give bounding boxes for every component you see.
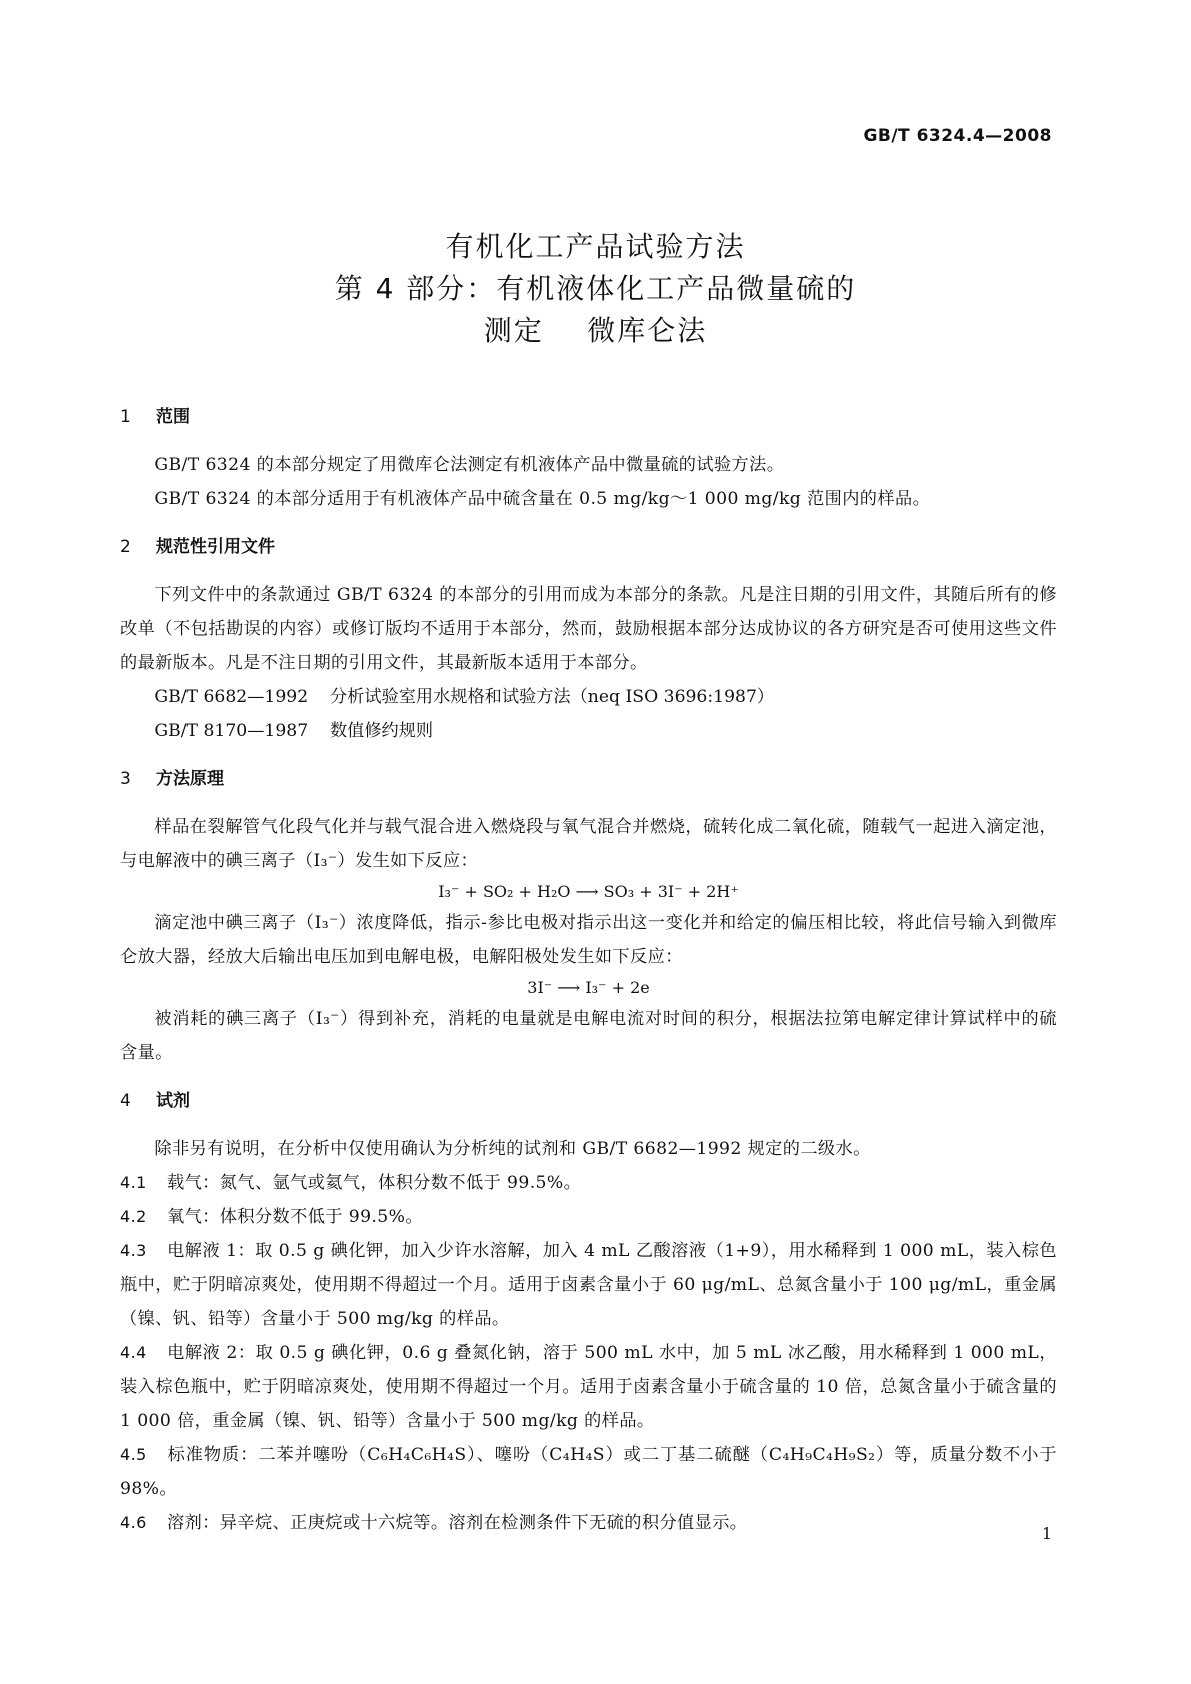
item-text: 电解液 2：取 0.5 g 碘化钾，0.6 g 叠氮化钠，溶于 500 mL 水中，加 5 mL 冰乙酸，用水稀释到 1 000 mL，装入棕色瓶中，贮于阴暗凉爽处，使用期不得超过一个月。适用于卤素含量小于硫含量的 10 倍，总氮含量小于硫含量的 1 000 倍，重金属（镍、钒、铅等）含量小于 500 mg/kg 的样品。 — [120, 1343, 1057, 1431]
normative-reference: GB/T 6682—1992 分析试验室用水规格和试验方法（neq ISO 3696:1987） — [154, 687, 775, 707]
item-number: 4.6 — [120, 1513, 147, 1532]
title-line-3: 测定 微库仑法 — [483, 314, 708, 347]
page-number: 1 — [1041, 1524, 1052, 1543]
reagent-item — [120, 1200, 1057, 1234]
section-1-heading — [120, 400, 1057, 434]
title-line-2: 第 4 部分：有机液体化工产品微量硫的 — [334, 272, 857, 305]
section-title: 试剂 — [156, 1091, 190, 1111]
section-3-paragraph: 样品在裂解管气化段气化并与载气混合进入燃烧段与氧气混合并燃烧，硫转化成二氧化硫，随载气一起进入滴定池，与电解液中的碘三离子（I₃⁻）发生如下反应： — [120, 817, 1057, 871]
reagent-item — [120, 1234, 1057, 1336]
section-3-paragraph: 被消耗的碘三离子（I₃⁻）得到补充，消耗的电量就是电解电流对时间的积分，根据法拉第电解定律计算试样中的硫含量。 — [120, 1009, 1057, 1063]
section-3-paragraph: 滴定池中碘三离子（I₃⁻）浓度降低，指示-参比电极对指示出这一变化并和给定的偏压相比较，将此信号输入到微库仑放大器，经放大后输出电压加到电解电极，电解阳极处发生如下反应： — [120, 913, 1057, 967]
item-text: 电解液 1：取 0.5 g 碘化钾，加入少许水溶解，加入 4 mL 乙酸溶液（1+9），用水稀释到 1 000 mL，装入棕色瓶中，贮于阴暗凉爽处，使用期不得超过一个月。适用于卤素含量小于 60 μg/mL、总氮含量小于 100 μg/mL，重金属（镍、钒、铅等）含量小于 500 mg/kg 的样品。 — [120, 1241, 1057, 1329]
standard-number: GB/T 6324.4—2008 — [863, 126, 1052, 146]
item-number: 4.3 — [120, 1241, 147, 1260]
item-text: 溶剂：异辛烷、正庚烷或十六烷等。溶剂在检测条件下无硫的积分值显示。 — [167, 1513, 748, 1533]
section-2-paragraph: 下列文件中的条款通过 GB/T 6324 的本部分的引用而成为本部分的条款。凡是注日期的引用文件，其随后所有的修改单（不包括勘误的内容）或修订版均不适用于本部分，然而，鼓励根据本部分达成协议的各方研究是否可使用这些文件的最新版本。凡是不注日期的引用文件，其最新版本适用于本部分。 — [120, 585, 1057, 673]
item-number: 4.2 — [120, 1207, 147, 1226]
section-1-paragraph: GB/T 6324 的本部分规定了用微库仑法测定有机液体产品中微量硫的试验方法。 — [154, 455, 785, 475]
section-number: 3 — [120, 769, 131, 789]
item-text: 氧气：体积分数不低于 99.5%。 — [167, 1207, 423, 1227]
section-number: 4 — [120, 1091, 131, 1111]
item-number: 4.5 — [120, 1445, 147, 1464]
document-body — [120, 400, 1057, 1540]
title-line-1: 有机化工产品试验方法 — [445, 230, 746, 263]
normative-reference: GB/T 8170—1987 数值修约规则 — [154, 721, 434, 741]
section-title: 规范性引用文件 — [156, 537, 275, 557]
section-4-heading — [120, 1084, 1057, 1118]
reagent-item — [120, 1438, 1057, 1506]
section-number: 2 — [120, 537, 131, 557]
reagent-item — [120, 1506, 1057, 1540]
reagent-item — [120, 1166, 1057, 1200]
reaction-formula-1: I₃⁻ + SO₂ + H₂O ⟶ SO₃ + 3I⁻ + 2H⁺ — [438, 882, 739, 901]
document-title — [0, 226, 1191, 352]
item-text: 载气：氮气、氩气或氦气，体积分数不低于 99.5%。 — [167, 1173, 582, 1193]
section-title: 范围 — [156, 407, 190, 427]
section-4-paragraph: 除非另有说明，在分析中仅使用确认为分析纯的试剂和 GB/T 6682—1992 规定的二级水。 — [154, 1139, 871, 1159]
section-number: 1 — [120, 407, 131, 427]
reaction-formula-2: 3I⁻ ⟶ I₃⁻ + 2e — [527, 978, 650, 997]
section-2-heading — [120, 530, 1057, 564]
section-3-heading — [120, 762, 1057, 796]
section-1-paragraph: GB/T 6324 的本部分适用于有机液体产品中硫含量在 0.5 mg/kg～1 000 mg/kg 范围内的样品。 — [154, 489, 931, 509]
section-title: 方法原理 — [156, 769, 224, 789]
item-number: 4.4 — [120, 1343, 147, 1362]
item-text: 标准物质：二苯并噻吩（C₆H₄C₆H₄S）、噻吩（C₄H₄S）或二丁基二硫醚（C₄H₉C₄H₉S₂）等，质量分数不小于 98%。 — [120, 1445, 1057, 1499]
reagent-item — [120, 1336, 1057, 1438]
item-number: 4.1 — [120, 1173, 147, 1192]
